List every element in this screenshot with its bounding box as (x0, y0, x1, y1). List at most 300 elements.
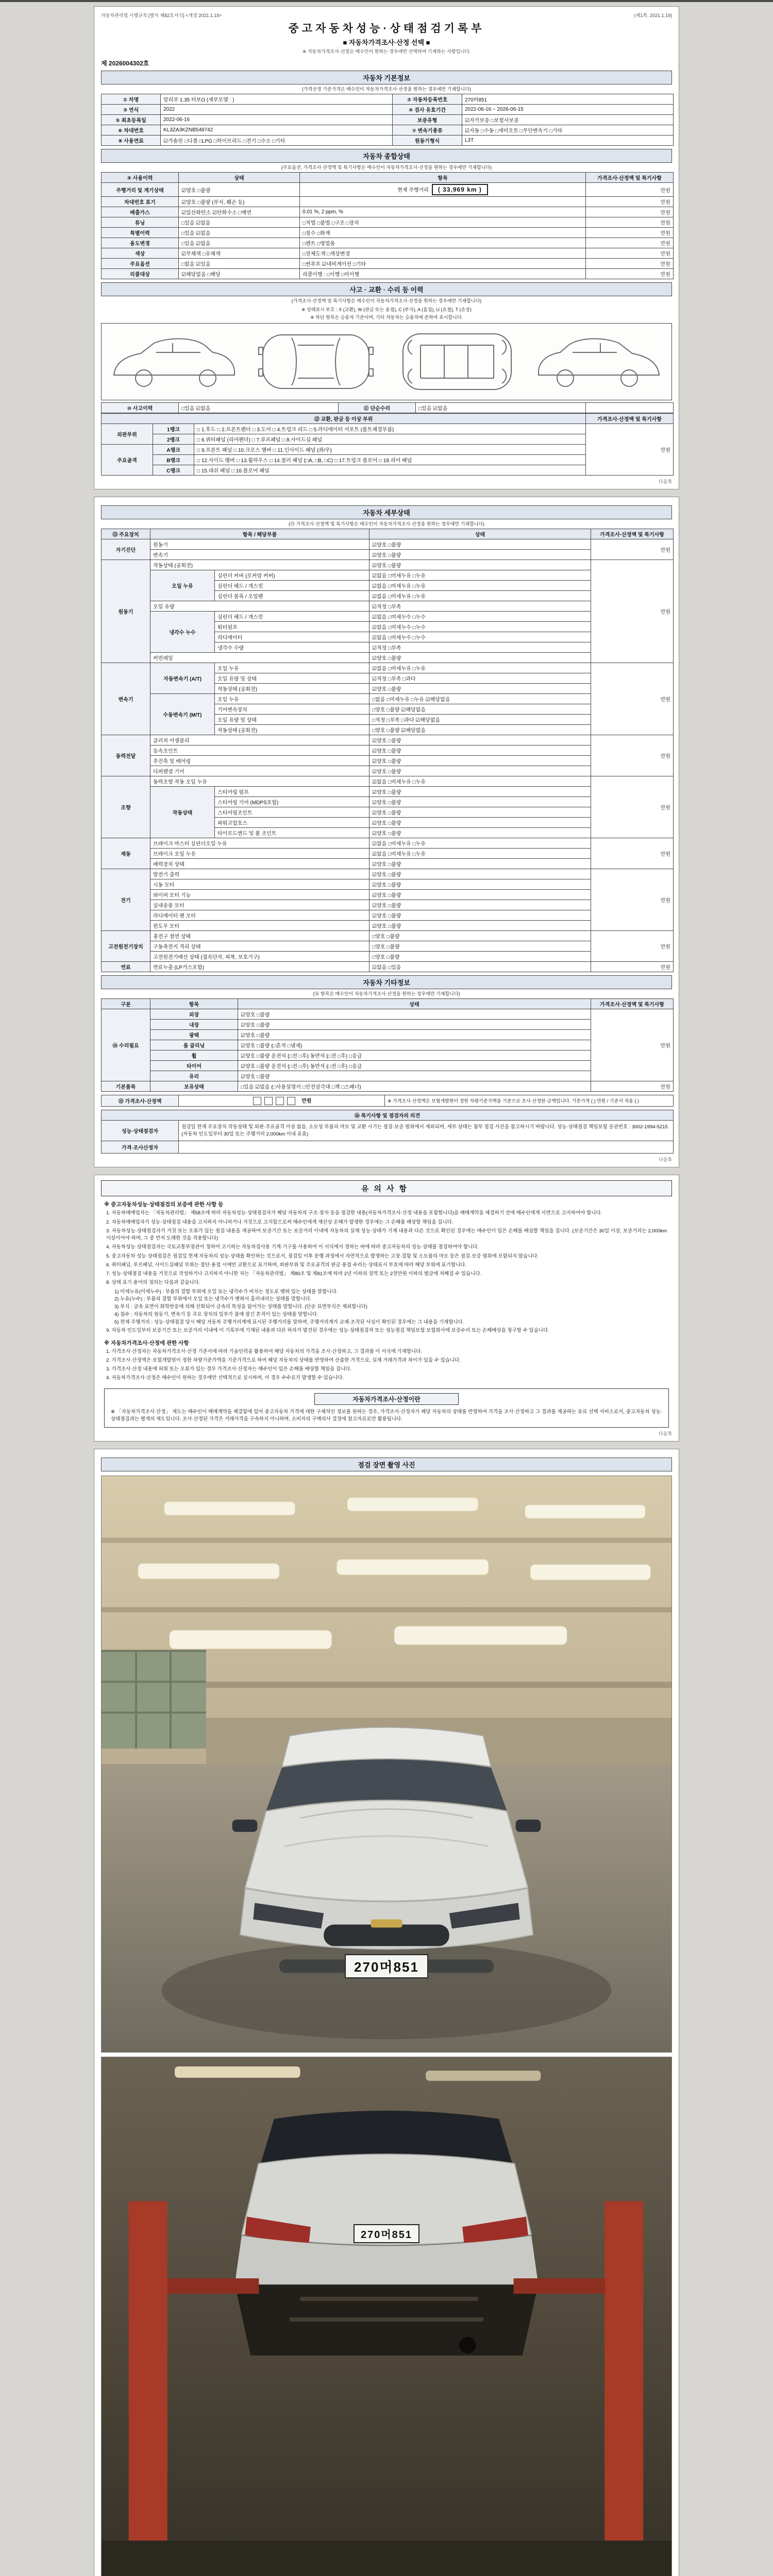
device-row (102, 787, 674, 797)
parts-rank-label: 2랭크 (153, 434, 194, 445)
transmission-value: ☑자동 □수동 □세미오토 □무단변속기 □기타 (462, 125, 674, 135)
device-item: 작동상태 (공회전) (150, 560, 369, 570)
usage-item-state: ☑양호 □불량 (179, 183, 300, 197)
etc-header-row (102, 999, 674, 1009)
amount-cell: 만원 (591, 1009, 674, 1081)
device-item: 오일 누유 (215, 694, 369, 704)
device-subgroup: 냉각수 누수 (150, 612, 215, 653)
device-item: 고전원전기배선 상태 (접속단자, 피복, 보호기구) (150, 952, 369, 962)
valuation-row (102, 1095, 674, 1107)
usage-history-row (102, 207, 674, 217)
car-diagram-side-right (531, 328, 666, 396)
device-group-name: 제동 (102, 838, 150, 869)
state-checkboxes: ☑양호 □불량 (369, 787, 591, 797)
usage-item-amount: 만원 (586, 259, 674, 269)
accident-amount-spacer (586, 403, 674, 413)
device-row (102, 849, 674, 859)
basic-info-table (101, 94, 674, 146)
state-checkboxes: ☑양호 □불량 (238, 1030, 591, 1040)
device-item: 워터펌프 (215, 622, 369, 632)
state-checkboxes: ☑양호 □불량 (369, 879, 591, 890)
usage-item-label: 용도변경 (102, 238, 179, 248)
usage-history-row (102, 217, 674, 228)
state-checkboxes: □양호 □불량 (369, 952, 591, 962)
section-etc-title: 자동차 기타정보 (101, 975, 672, 989)
amount-cell: 만원 (591, 838, 674, 869)
etc-item: 외장 (150, 1009, 238, 1020)
appraiser-opinion-text (179, 1141, 674, 1154)
device-row (102, 560, 674, 570)
first-reg-value: 2022-06-16 (161, 115, 393, 125)
usage-item-state: ☑양호 □불량 (부식, 훼손 등) (179, 197, 300, 207)
notice-item: 7. 성능·상태점검 내용을 거짓으로 작성하거나 고지하지 아니한 자는 「자동차관리법」 제80조 및 제81조에 따라 2년 이하의 징역 또는 2천만원 이하의 벌금에 처해질 수 있습니다. (106, 1271, 482, 1277)
usage-item-state: ☑해당없음 □해당 (179, 269, 300, 279)
device-item: 동력조향 작동 오일 누유 (150, 776, 369, 787)
parts-items-list: □ 9.프론트 패널 □ 10.크로스 멤버 □ 11.인사이드 패널 (좌/우) (194, 445, 586, 455)
section-basic-note: (가격산정 기준가격은 매수인이 자동차가격조사·산정을 원하는 경우에만 기재합니다) (301, 87, 472, 92)
device-item: 클러치 어셈블리 (150, 735, 369, 745)
notice-item: 2. 가격조사·산정액은 보험개발원이 정한 차량기준가액을 기준가격으로 하여 해당 자동차의 상태를 반영하여 산출한 가격으로, 실제 거래가격과 차이가 있을 수 있습니다. (106, 1357, 461, 1363)
car-name-value: 말리부 1.35 터보O (세부모델 : ) (161, 94, 393, 105)
device-row (102, 745, 674, 756)
notices-section-2-title: ※ 자동차가격조사·산정에 관한 사항 (104, 1340, 189, 1346)
notice-item: 1. 가격조사·산정자는 자동차가격조사·산정 기준서에 따라 기술인력을 활용하여 해당 자동차의 가격을 조사·산정하고, 그 결과를 이 서식에 기재합니다. (106, 1348, 422, 1354)
basic-row (102, 135, 674, 146)
notices-section-2-list (101, 1348, 672, 1382)
state-checkboxes: ☑양호 □불량 (369, 745, 591, 756)
etc-item: 타이어 (150, 1061, 238, 1071)
device-item: 배력장치 상태 (150, 859, 369, 869)
meta-line (101, 12, 672, 19)
page-2 (94, 497, 679, 1167)
next-page-mark: 다음쪽 (658, 1157, 672, 1163)
usage-history-row (102, 197, 674, 207)
device-row (102, 869, 674, 879)
vin-value: KL3ZA3KZNB548742 (161, 125, 393, 135)
etc-amount-header: 가격조사·산정액 및 특기사항 (591, 999, 674, 1009)
opinion-header: ⑯ 특기사항 및 점검자의 의견 (102, 1110, 674, 1121)
notice-subitem: 1) 미세누유(미세누수) : 부품의 결합 부위에 오일 또는 냉각수가 비치는 정도로 맺혀 있는 상태를 말합니다. (114, 1289, 338, 1295)
usage-item-state: ☑무채색 □유채색 (179, 248, 300, 259)
device-row (102, 962, 674, 972)
parts-rank-label: 1랭크 (153, 424, 194, 434)
parts-rank-label: C랭크 (153, 465, 194, 476)
device-row (102, 1061, 674, 1071)
device-row (102, 756, 674, 766)
device-row (102, 952, 674, 962)
device-item: 실린더 헤드 / 개스킷 (215, 612, 369, 622)
usage-item-label: 색상 (102, 248, 179, 259)
parts-amount-cell: 만원 (586, 424, 674, 476)
device-group-name: 조향 (102, 776, 150, 838)
usage-item-label: 리콜대상 (102, 269, 179, 279)
usage-history-row (102, 269, 674, 279)
opinion-header-row (102, 1110, 674, 1121)
device-item: 원동기 (150, 539, 369, 550)
device-item: 실린더 블록 / 오일팬 (215, 591, 369, 601)
page-3 (94, 1175, 679, 1442)
state-checkboxes: ☑양호 □불량 (238, 1071, 591, 1081)
device-item: 실린더 헤드 / 개스킷 (215, 581, 369, 591)
state-checkboxes: ☑양호 □불량 (369, 890, 591, 900)
notice-item: 4. 자동차가격조사·산정은 매수인이 원하는 경우에만 선택적으로 실시하며, 이 경우 수수료가 발생할 수 있습니다. (106, 1375, 344, 1381)
etc-item: 내장 (150, 1020, 238, 1030)
device-item: 스티어링조인트 (215, 807, 369, 818)
section-detail-note: (⑬ 가격조사·산정액 및 특기사항은 매수인이 자동차가격조사·산정을 원하는 경우에만 기재합니다) (288, 521, 485, 527)
usage-item-amount: 만원 (586, 197, 674, 207)
state-checkboxes: ☑없음 □미세누유 □누유 (369, 663, 591, 673)
page-note: (제1쪽, 2021.1.19) (634, 13, 672, 18)
device-item: 브레이크 마스터 실린더오일 누유 (150, 838, 369, 849)
state-checkboxes: ☑양호 □불량 (369, 818, 591, 828)
fuel-value: ☑가솔린 □디젤 □LPG □하이브리드 □전기 □수소 □기타 (161, 135, 393, 146)
device-row (102, 653, 674, 663)
usage-item-amount: 만원 (586, 217, 674, 228)
usage-item-amount: 만원 (586, 183, 674, 197)
device-row (102, 1040, 674, 1050)
usage-item-detail: □썬루프 ☑네비게이션 □기타 (300, 259, 586, 269)
device-row (102, 539, 674, 550)
amount-cell: 만원 (591, 869, 674, 931)
notice-subitem: 2) 누유(누수) : 부품의 결합 부위에서 오일 또는 냉각수가 맺혀서 흘러내리는 상태를 말합니다. (114, 1296, 312, 1302)
device-item: 시동 모터 (150, 879, 369, 890)
device-item: 발전기 출력 (150, 869, 369, 879)
price-definition-box (104, 1388, 669, 1428)
device-item: 기어변속장치 (215, 704, 369, 715)
notice-item: 8. 상태 표기 용어의 정의는 다음과 같습니다. (106, 1280, 200, 1286)
page-1 (94, 6, 679, 489)
device-item: 타이로드엔드 및 볼 조인트 (215, 828, 369, 838)
usage-history-header: ⑨ 사용이력 (102, 173, 179, 183)
usage-item-state: □없음 ☑있음 (179, 259, 300, 269)
photos-section-title: 점검 장면 촬영 사진 (101, 1458, 672, 1471)
opinion-inspector-row (102, 1121, 674, 1141)
device-item: 작동상태 (공회전) (215, 725, 369, 735)
state-checkboxes: ☑양호 □불량 운전석 (□전 □후) 동반석 (□전 □후) □응급 (238, 1050, 591, 1061)
device-item: 디퍼렌셜 기어 (150, 766, 369, 776)
state-checkboxes: □있음 ☑없음 (□사용설명서 □안전삼각대 □잭 □스패너) (238, 1081, 591, 1092)
section-accident-title: 사고 · 교환 · 수리 등 이력 (101, 282, 672, 296)
model-year-label: ③ 연식 (102, 105, 161, 115)
exchange-header-row (102, 414, 674, 424)
usage-item-state: □있음 ☑없음 (179, 238, 300, 248)
parts-items-list: □ 1.후드 □ 2.프론트펜더 □ 3.도어 □ 4.트렁크 리드 □ 5.라디에이터 서포트 (볼트체결부품) (194, 424, 586, 434)
device-row (102, 694, 674, 704)
state-checkboxes: ☑적정 □부족 (369, 642, 591, 653)
etc-item: 휠 (150, 1050, 238, 1061)
valuation-digit-box (253, 1097, 261, 1105)
device-row (102, 859, 674, 869)
etc-info-table (101, 998, 674, 1092)
device-item: 변속기 (150, 550, 369, 560)
car-diagram-underbody (390, 328, 525, 396)
device-group-name: 고전원전기장치 (102, 931, 150, 962)
first-reg-label: ⑤ 최초등록일 (102, 115, 161, 125)
device-subgroup: 오일 누유 (150, 570, 215, 601)
warranty-type-label: 보증유형 (393, 115, 462, 125)
usage-item-detail: 리콜이행 : □이행 □미이행 (300, 269, 586, 279)
amount-cell: 만원 (591, 776, 674, 838)
state-checkboxes: □양호 □불량 (369, 931, 591, 941)
device-row (102, 766, 674, 776)
state-checkboxes: ☑양호 □불량 (369, 550, 591, 560)
etc-item: 유리 (150, 1071, 238, 1081)
section-basic-title: 자동차 기본정보 (101, 71, 672, 84)
state-checkboxes: ☑없음 □미세누유 □누유 (369, 581, 591, 591)
model-year-value: 2022 (161, 105, 393, 115)
inspector-label: 성능·상태점검자 (102, 1121, 179, 1141)
state-checkboxes: ☑양호 □불량 (238, 1009, 591, 1020)
price-definition-body: ※ 「자동차가격조사·산정」 제도는 매수인이 매매계약을 체결함에 있어 중고자동차 가격에 대한 구체적인 정보를 원하는 경우, 가격조사·산정자가 해당 자동차의 상태를 반영하여 가격을 조사·산정하고 그 결과를 제공하는 유료 선택 서비스로서, 중고자동차 성능·상태점검과는 별개의 제도입니다. 조사·산정된 가격은 거래가격을 구속하지 아니하며, 소비자의 구매의사 결정에 참고자료로만 활용됩니다. (111, 1409, 662, 1422)
device-subgroup: 작동상태 (150, 787, 215, 838)
valuation-note: ※ 가격조사·산정액은 보험개발원이 정한 차량기준가액을 기준으로 조사·산정한 금액입니다. 기준가격 ( ) 만원 / 기준서 적용 ( ) (385, 1095, 674, 1107)
device-row (102, 900, 674, 910)
device-row (102, 612, 674, 622)
state-checkboxes: ☑양호 □불량 (369, 756, 591, 766)
item-header: 항목 (300, 173, 586, 183)
device-row (102, 601, 674, 612)
device-item: 오일 유량 및 상태 (215, 673, 369, 684)
device-row (102, 910, 674, 921)
amount-cell: 만원 (591, 539, 674, 560)
basic-row (102, 125, 674, 135)
device-row (102, 570, 674, 581)
doc-title: 중고자동차성능·상태점검기록부 (288, 23, 485, 35)
state-checkboxes: ☑양호 □불량 (369, 859, 591, 869)
usage-item-detail: 0.01 %, 2 ppm, % (300, 207, 586, 217)
parts-zone-label: 외판부위 (102, 424, 153, 445)
usage-history-row (102, 259, 674, 269)
notices-section-1-list (101, 1210, 672, 1334)
usage-item-amount: 만원 (586, 238, 674, 248)
state-checkboxes: ☑양호 □불량 (369, 910, 591, 921)
device-group-name: 전기 (102, 869, 150, 931)
etc-item: 보유상태 (150, 1081, 238, 1092)
state-checkboxes: ☑양호 □불량 (369, 869, 591, 879)
device-item: 라디에이터 팬 모터 (150, 910, 369, 921)
opinion-table (101, 1110, 674, 1154)
device-row (102, 1009, 674, 1020)
price-definition-title: 자동차가격조사·산정이란 (314, 1393, 459, 1405)
doc-subtitle: ■ 자동차가격조사·산정 선택 ■ (343, 39, 430, 46)
transmission-label: ⑦ 변속기종류 (393, 125, 462, 135)
usage-item-state: ☑일산화탄소 ☑탄화수소 □매연 (179, 207, 300, 217)
etc-item: 룸 클리닝 (150, 1040, 238, 1050)
device-item: 라디에이터 (215, 632, 369, 642)
detail-state-table (101, 529, 674, 972)
state-checkboxes: ☑적정 □부족 (369, 601, 591, 612)
device-row (102, 890, 674, 900)
device-group-name: 자기진단 (102, 539, 150, 560)
state-checkboxes: □양호 □불량 ☑해당없음 (369, 725, 591, 735)
section-detail-title: 자동차 세부상태 (101, 505, 672, 519)
device-item: 오일 누유 (215, 663, 369, 673)
photo-underbody-image (102, 2057, 671, 2576)
device-row (102, 550, 674, 560)
state-checkboxes: ☑양호 □불량 (238, 1020, 591, 1030)
inspection-period-value: 2022-06-16 ~ 2026-06-15 (462, 105, 674, 115)
device-row (102, 1050, 674, 1061)
device-item: 오일 유량 및 상태 (215, 715, 369, 725)
device-row (102, 1071, 674, 1081)
state-checkboxes: ☑양호 □불량 (369, 539, 591, 550)
state-checkboxes: ☑양호 □불량 (369, 807, 591, 818)
valuation-unit: 만원 (301, 1098, 312, 1104)
license-plate-front: 270머851 (345, 1954, 428, 1978)
car-diagram-top (248, 328, 383, 396)
warranty-type-value: ☑자가보증 □보험사보증 (462, 115, 674, 125)
section-accident-note: (가격조사·산정액 및 특기사항은 매수인이 자동차가격조사·산정을 원하는 경우에만 기재합니다) (291, 298, 482, 303)
notice-item: 3. 자동차성능·상태점검자가 거짓 또는 오류가 있는 점검 내용을 제공하여 보증기간 또는 보증거리 이내에 자동차의 실제 성능·상태가 기재 내용과 다른 것으로 확인된 경우에는 매수인이 입은 손해를 배상할 책임을 집니다. (보증기간은 30일 이상, 보증거리는 2,000km 이상이어야 하며, 그 중 먼저 도래한 것을 적용합니다) (106, 1228, 667, 1242)
device-item: 브레이크 오일 누유 (150, 849, 369, 859)
section-etc-note: (⑭ 항목은 매수인이 자동차가격조사·산정을 원하는 경우에만 기재합니다) (313, 991, 460, 996)
device-item: 구동축전지 격리 상태 (150, 941, 369, 952)
usage-item-label: 주행거리 및 계기상태 (102, 183, 179, 197)
state-checkboxes: ☑양호 □불량 (369, 766, 591, 776)
inspection-photo-underbody (101, 2057, 672, 2576)
notices-section-1-title: ※ 중고자동차성능·상태점검의 보증에 관한 사항 등 (104, 1201, 224, 1208)
usage-item-detail (300, 183, 586, 197)
current-mileage-label: 현재 주행거리 (397, 188, 429, 193)
device-item: 작동상태 (공회전) (215, 684, 369, 694)
notice-subitem: 3) 부식 : 금속 표면이 화학반응에 의해 산화되어 금속의 특성을 잃어가는 상태를 말합니다. (단순 표면부식은 제외합니다) (114, 1304, 367, 1310)
basic-row (102, 115, 674, 125)
valuation-digit-box (276, 1097, 284, 1105)
overall-header-row (102, 173, 674, 183)
car-name-label: ① 차명 (102, 94, 161, 105)
notice-item: 1. 자동차매매업자는 「자동차관리법」 제58조에 따라 자동차성능·상태점검자가 해당 자동차의 구조·장치 등을 점검한 내용(자동차가격조사·산정 내용을 포함합니다)을 매매계약을 체결하기 전에 매수인에게 서면으로 고지하여야 합니다. (106, 1210, 602, 1216)
parts-rank-label: A랭크 (153, 445, 194, 455)
engine-type-value: L3T (462, 135, 674, 146)
device-item: 커먼레일 (150, 653, 369, 663)
state-checkboxes: □양호 □불량 (369, 941, 591, 952)
device-item: 윈도우 모터 (150, 921, 369, 931)
valuation-amount-cell (179, 1095, 385, 1107)
parts-items-list: □ 12.사이드 멤버 □ 13.휠하우스 □ 14.필러 패널 (□A, □B, □C) □ 17.트렁크 플로어 □ 18.리어 패널 (194, 455, 586, 465)
valuation-digit-box (287, 1097, 295, 1105)
usage-item-amount: 만원 (586, 269, 674, 279)
state-checkboxes: ☑없음 □미세누수 □누수 (369, 622, 591, 632)
device-header: ⑬ 주요장치 (102, 529, 150, 539)
section-overall-note: (주요옵션, 가격조사·산정액 및 특기사항은 매수인이 자동차가격조사·산정을 원하는 경우에만 기재합니다) (281, 165, 492, 170)
state-checkboxes: ☑없음 □미세누수 □누수 (369, 612, 591, 622)
exchange-amount-header: 가격조사·산정액 및 특기사항 (586, 414, 674, 424)
state-checkboxes: ☑없음 □미세누유 □누유 (369, 591, 591, 601)
form-ref: 자동차관리법 시행규칙 [별지 제82호서식] <개정 2021.1.19> (101, 13, 222, 18)
exchange-parts-header: ⑫ 교환, 판금 등 이상 부위 (102, 414, 586, 424)
car-diagram-panel (101, 323, 672, 400)
etc-state-header: 상태 (238, 999, 591, 1009)
state-checkboxes: ☑없음 □미세누유 □누유 (369, 849, 591, 859)
accident-history-state: □있음 ☑없음 (179, 403, 339, 413)
device-item: 스티어링 기어 (MDPS포함) (215, 797, 369, 807)
device-group-name: ⑭ 수리필요 (102, 1009, 150, 1081)
amount-cell: 만원 (591, 1081, 674, 1092)
device-item: 실내송풍 모터 (150, 900, 369, 910)
state-checkboxes: ☑양호 □불량 (369, 921, 591, 931)
next-page-mark: 다음쪽 (658, 479, 672, 484)
state-checkboxes: ☑없음 □미세누유 □누유 (369, 838, 591, 849)
state-checkboxes: ☑양호 □불량 (□흔적 □냄새) (238, 1040, 591, 1050)
state-checkboxes: ☑양호 □불량 (369, 653, 591, 663)
state-checkboxes: ☑없음 □미세누유 □누유 (369, 776, 591, 787)
doc-subnote: ※ 자동차가격조사·산정은 매수인이 원하는 경우에만 선택하여 기재하는 사항입니다. (302, 49, 471, 54)
detail-item-header: 항목 / 해당부품 (150, 529, 369, 539)
state-checkboxes: ☑양호 □불량 (369, 797, 591, 807)
overall-state-table (101, 172, 674, 279)
usage-item-label: 튜닝 (102, 217, 179, 228)
state-checkboxes: ☑양호 □불량 (369, 735, 591, 745)
notice-item: 9. 자동차 인도일부터 보증기간 또는 보증거리 이내에 이 기록부에 기재된 내용과 다른 하자가 발견된 경우에는 성능·상태점검자 또는 성능점검 책임보험 보험회사에 보증수리 또는 손해배상을 청구할 수 있습니다. (106, 1328, 549, 1334)
simple-repair-label: ⑪ 단순수리 (339, 403, 416, 413)
device-item: 충전구 절연 상태 (150, 931, 369, 941)
device-item: 연료누출 (LP가스포함) (150, 962, 369, 972)
etc-group-header: 구분 (102, 999, 150, 1009)
amount-cell: 만원 (591, 560, 674, 663)
valuation-label: ⑮ 가격조사·산정액 (102, 1095, 179, 1107)
fuel-label: ⑧ 사용연료 (102, 135, 161, 146)
amount-cell: 만원 (591, 735, 674, 776)
inspection-photo-front (101, 1476, 672, 2053)
device-row (102, 941, 674, 952)
state-code-legend-2: ※ 하단 항목은 승용차 기준이며, 기타 자동차는 승용차에 준하여 표시합니다. (310, 315, 463, 320)
current-mileage-value: ( 33,969 km ) (432, 184, 488, 195)
device-group-name: 동력전달 (102, 735, 150, 776)
state-checkboxes: ☑양호 □불량 (369, 900, 591, 910)
state-code-legend: ※ 상태표시 부호 : X (교환), W (판금 또는 용접), C (부식), A (흠집), U (요철), T (손상) (301, 307, 472, 312)
state-checkboxes: ☑적정 □부족 □과다 (369, 673, 591, 684)
notice-item: 3. 가격조사·산정 내용에 허위 또는 오류가 있는 경우 가격조사·산정자는 매수인이 입은 손해를 배상할 책임을 집니다. (106, 1366, 351, 1372)
usage-history-row (102, 248, 674, 259)
state-checkboxes: □없음 □미세누유 □누유 ☑해당없음 (369, 694, 591, 704)
notice-item: 4. 자동차성능·상태점검자는 국토교통부장관이 정하여 고시하는 자동차검사용 기계·기구를 사용하여 이 서식에서 정하는 바에 따라 중고자동차의 성능·상태를 점검하여야 합니다. (106, 1244, 479, 1250)
page-4 (94, 1449, 679, 2576)
device-row (102, 879, 674, 890)
device-subgroup: 수동변속기 (M/T) (150, 694, 215, 735)
device-item: 와이퍼 모터 기능 (150, 890, 369, 900)
amount-header: 가격조사·산정액 및 특기사항 (586, 173, 674, 183)
usage-item-detail: □적법 □불법 □구조 □장치 (300, 217, 586, 228)
opinion-appraiser-row (102, 1141, 674, 1154)
basic-row (102, 105, 674, 115)
device-item: 실린더 커버 (로커암 커버) (215, 570, 369, 581)
device-group-name: 연료 (102, 962, 150, 972)
usage-item-detail (300, 197, 586, 207)
device-item: 냉각수 수량 (215, 642, 369, 653)
usage-item-detail: □렌트 □영업용 (300, 238, 586, 248)
state-checkboxes: ☑없음 □미세누수 □누수 (369, 632, 591, 642)
top-border (0, 0, 773, 2)
device-item: 오일 유량 (150, 601, 369, 612)
device-group-name: 기본품목 (102, 1081, 150, 1092)
valuation-table (101, 1095, 674, 1107)
device-row (102, 1020, 674, 1030)
valuation-digit-box (264, 1097, 273, 1105)
accident-history-label: ⑩ 사고이력 (102, 403, 179, 413)
device-row (102, 838, 674, 849)
exchange-parts-row (102, 424, 674, 434)
usage-history-row (102, 183, 674, 197)
notice-item: 2. 자동차매매업자가 성능·상태점검 내용을 고지하지 아니하거나 거짓으로 고지함으로써 매수인에게 재산상 손해가 발생한 경우에는 그 손해를 배상할 책임을 집니다. (106, 1219, 453, 1225)
amount-cell: 만원 (591, 962, 674, 972)
detail-state-header: 상태 (369, 529, 591, 539)
state-checkboxes: ☑양호 □불량 (369, 828, 591, 838)
state-checkboxes: ☑양호 □불량 (369, 560, 591, 570)
device-item: 등속조인트 (150, 745, 369, 756)
device-group-name: 변속기 (102, 663, 150, 735)
state-checkboxes: ☑없음 □있음 (369, 962, 591, 972)
usage-item-state: □있음 ☑없음 (179, 228, 300, 238)
